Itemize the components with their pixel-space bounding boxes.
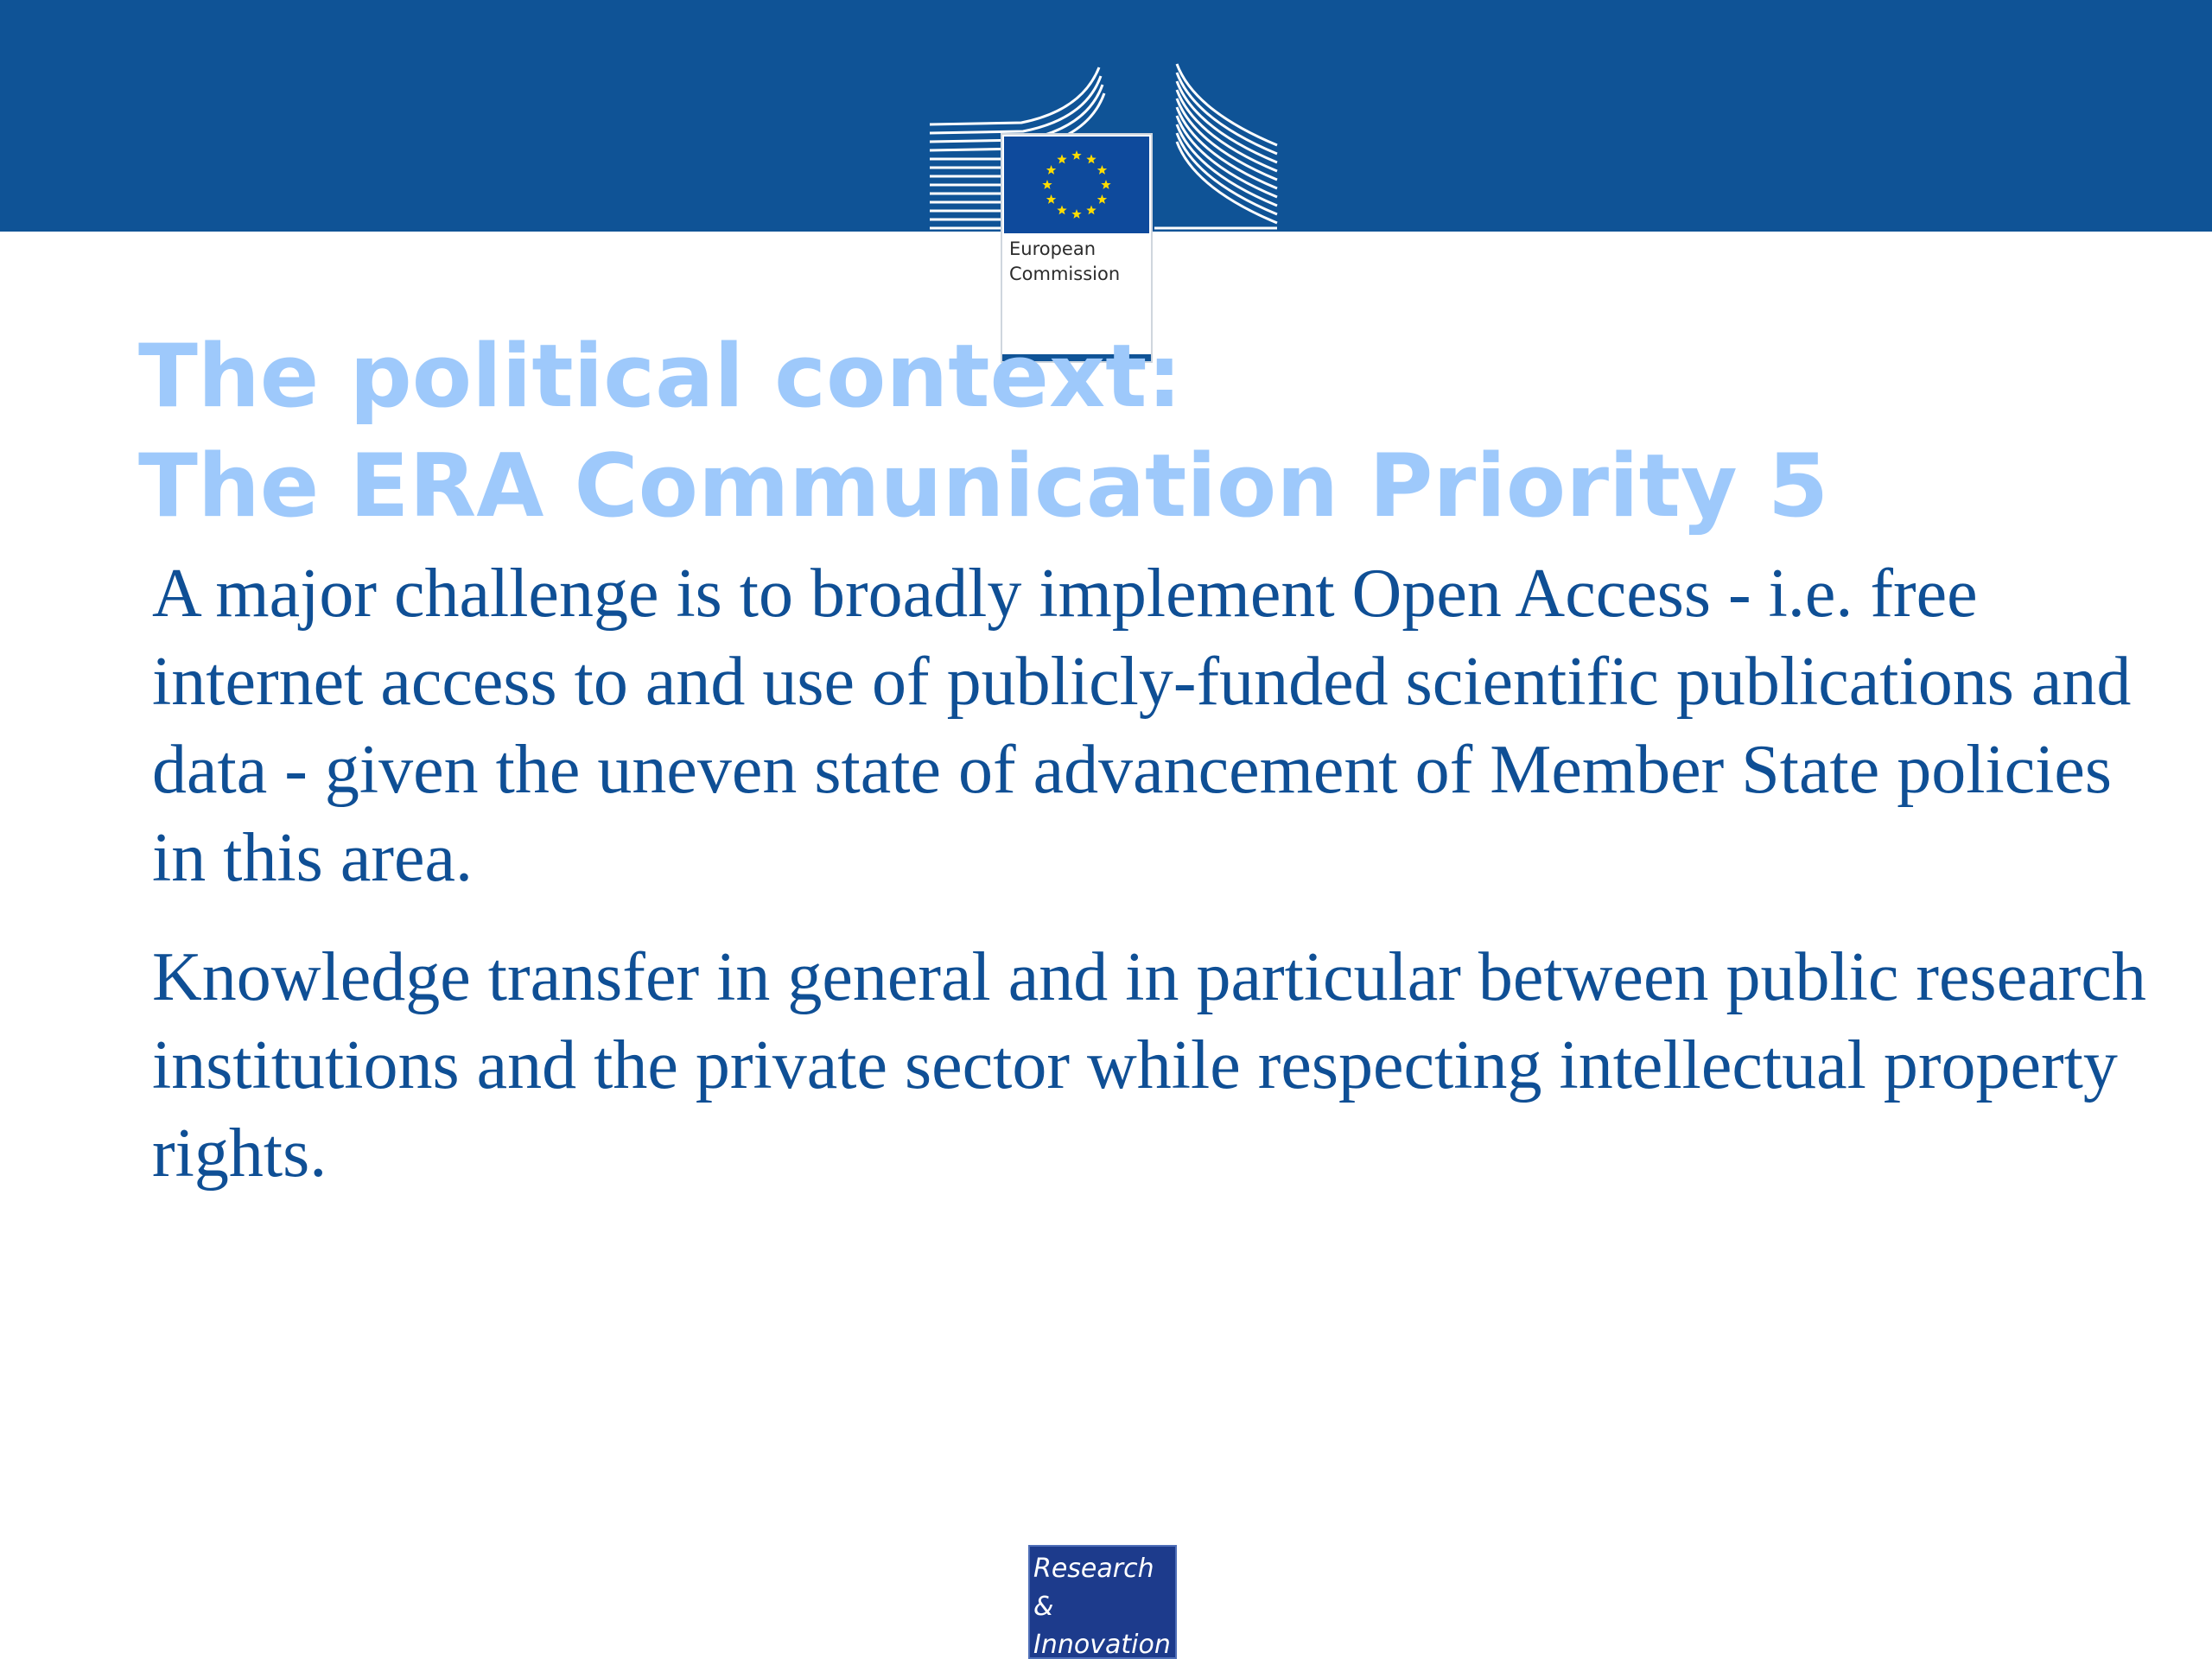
european-commission-logo (926, 59, 1282, 309)
eu-star-icon (1046, 165, 1056, 175)
eu-star-icon (1057, 155, 1066, 164)
badge-label: Research & Innovation (1033, 1554, 1171, 1659)
eu-star-icon (1057, 205, 1066, 214)
body-text (152, 550, 2165, 1229)
eu-star-icon (1046, 194, 1056, 204)
eu-star-icon (1101, 180, 1110, 189)
title-line-1: The political context: (138, 325, 1182, 427)
eu-star-icon (1097, 165, 1107, 175)
eu-star-icon (1086, 205, 1096, 214)
eu-flag-icon (1004, 137, 1149, 233)
paragraph-open-access: A major challenge is to broadly implement Open Access - i.e. free internet access to and use of publicly-funded scientific publications and data - given the uneven state of advancement of Member State policies in this area. (152, 556, 2132, 896)
research-innovation-badge (1028, 1545, 1177, 1659)
paragraph-knowledge-transfer: Knowledge transfer in general and in particular between public research institutions and the private sector while respecting intellectual property rights. (152, 939, 2146, 1192)
eu-star-icon (1086, 155, 1096, 164)
eu-star-icon (1071, 150, 1081, 160)
eu-star-icon (1071, 209, 1081, 219)
title-line-2: The ERA Communication Priority 5 (138, 435, 1829, 537)
eu-star-icon (1042, 180, 1052, 189)
eu-star-icon (1097, 194, 1107, 204)
logo-label: European Commission (1009, 238, 1121, 284)
page-title (138, 321, 2126, 541)
